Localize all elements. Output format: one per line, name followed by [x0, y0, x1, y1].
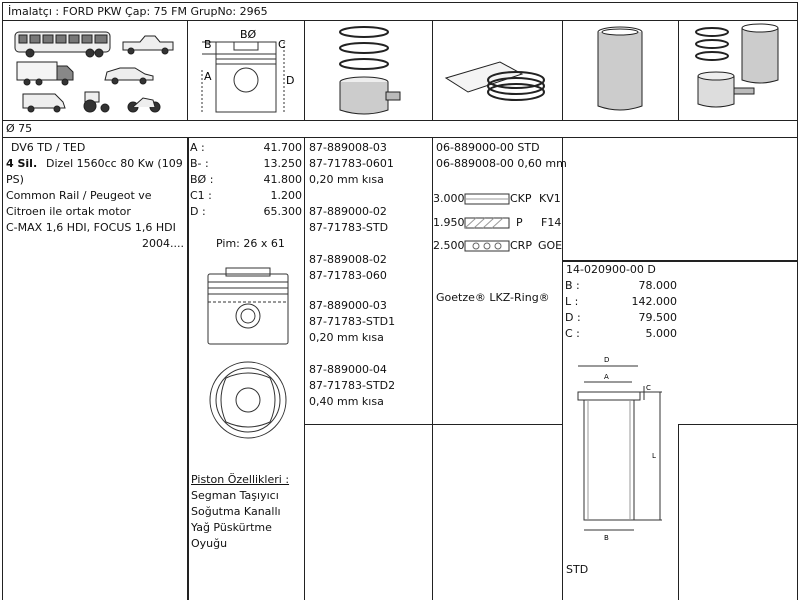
dim-key: A : — [190, 141, 205, 154]
liner-dim-row — [565, 310, 677, 326]
vehicle-model: DV6 TD / TED — [11, 141, 86, 154]
vehicle-note-2: Citroen ile ortak motor — [6, 205, 131, 218]
piston-oe-number: 87-71783-STD1 — [309, 315, 396, 328]
liner-dim-row — [565, 326, 677, 342]
piston-schematic — [192, 22, 302, 118]
dim-value: 1.200 — [270, 189, 302, 202]
van-icon — [23, 94, 65, 112]
rule-section — [2, 137, 798, 138]
piston-part-number: 87-889000-04 — [309, 363, 387, 376]
ring-type: P — [516, 216, 523, 229]
col-lower-3 — [432, 138, 433, 600]
dim-key: BØ : — [190, 173, 214, 186]
liner-dim-value: 142.000 — [631, 295, 677, 308]
liner-dim-key: D : — [565, 311, 581, 324]
liner-label-d: D — [604, 356, 610, 364]
liner-label-c: C — [646, 384, 651, 392]
car-icon — [105, 68, 153, 84]
pin-size: Pim: 26 x 61 — [216, 237, 285, 250]
liner-label-l: L — [652, 452, 656, 460]
dim-value: 65.300 — [263, 205, 302, 218]
vehicle-ps: PS) — [6, 173, 24, 186]
piston-oe-number: 87-71783-STD2 — [309, 379, 396, 392]
piston-feature-4: Oyuğu — [191, 537, 228, 550]
piston-side-drawing — [198, 266, 298, 356]
dim-row — [190, 156, 302, 172]
truck-icon — [17, 62, 73, 85]
label-a: A — [204, 70, 212, 83]
tractor-icon — [84, 92, 109, 112]
piston-feature-2: Soğutma Kanallı — [191, 505, 281, 518]
liner-dim-row — [565, 294, 677, 310]
col-div-3 — [432, 20, 433, 120]
piston-note: 0,20 mm kısa — [309, 173, 384, 186]
section-label: Ø 75 — [6, 122, 33, 135]
label-b: B — [204, 38, 212, 51]
label-c: C — [278, 38, 286, 51]
col-lower-5 — [678, 424, 679, 600]
dim-value: 41.800 — [263, 173, 302, 186]
label-bo: BØ — [240, 28, 257, 41]
col-lower-4 — [562, 138, 563, 600]
piston-rings-image — [310, 22, 430, 118]
ring-profile-icon — [464, 240, 510, 252]
ring-profile-icon — [464, 217, 510, 229]
rule-lower-a — [304, 424, 562, 425]
kit-image — [682, 22, 798, 118]
ring-width: 2.500 — [433, 239, 465, 252]
col-div-4 — [562, 20, 563, 120]
ring-code: KV1 — [539, 192, 561, 205]
ring-code-std: 06-889000-00 STD — [436, 141, 540, 154]
liner-drawing — [566, 352, 676, 542]
piston-feature-1: Segman Taşıyıcı — [191, 489, 279, 502]
vehicle-icons — [5, 22, 185, 118]
vehicle-engine: Dizel 1560cc 80 Kw (109 — [46, 157, 183, 170]
liner-dim-key: C : — [565, 327, 580, 340]
piston-part-number: 87-889000-03 — [309, 299, 387, 312]
piston-part-number: 87-889008-02 — [309, 253, 387, 266]
ring-profile-icon — [464, 193, 510, 205]
piston-oe-number: 87-71783-060 — [309, 269, 387, 282]
liner-label-b: B — [604, 534, 609, 542]
ring-type: CKP — [510, 192, 532, 205]
vehicle-note-3: C-MAX 1,6 HDI, FOCUS 1,6 HDI — [6, 221, 176, 234]
col-div-2 — [304, 20, 305, 120]
piston-part-number: 87-889008-03 — [309, 141, 387, 154]
piston-oe-number: 87-71783-STD — [309, 221, 389, 234]
ring-width: 1.950 — [433, 216, 465, 229]
ring-code: GOE — [538, 239, 563, 252]
vehicle-cylinders: 4 Sil. — [6, 157, 38, 170]
col-div-1 — [187, 20, 188, 120]
vehicle-note-1: Common Rail / Peugeot ve — [6, 189, 152, 202]
liner-dim-value: 5.000 — [645, 327, 677, 340]
rule-top — [2, 2, 798, 3]
ring-set-image — [436, 22, 560, 118]
ring-brand: Goetze® LKZ-Ring® — [436, 291, 550, 304]
col-div-5 — [678, 20, 679, 120]
rule-lower-c — [678, 424, 798, 425]
piston-feature-3: Yağ Püskürtme — [191, 521, 272, 534]
liner-dim-key: B : — [565, 279, 580, 292]
liner-dim-key: L : — [565, 295, 579, 308]
dim-key: D : — [190, 205, 206, 218]
liner-image — [566, 22, 676, 118]
vehicle-year: 2004.... — [142, 237, 184, 250]
ring-code: F14 — [541, 216, 562, 229]
col-lower-2 — [304, 138, 305, 600]
dim-key: C1 : — [190, 189, 212, 202]
dim-key: B- : — [190, 157, 209, 170]
motorcycle-icon — [128, 98, 160, 112]
dim-row — [190, 140, 302, 156]
piston-features-title: Piston Özellikleri : — [191, 473, 290, 486]
liner-label-a: A — [604, 373, 609, 381]
piston-part-number: 87-889000-02 — [309, 205, 387, 218]
piston-oe-number: 87-71783-0601 — [309, 157, 394, 170]
liner-dim-row — [565, 278, 677, 294]
rule-images — [2, 120, 798, 121]
liner-std: STD — [566, 563, 589, 576]
pickup-icon — [123, 36, 173, 54]
ring-code-oversize: 06-889008-00 0,60 mm — [436, 157, 567, 170]
ring-type: CRP — [510, 239, 532, 252]
dim-value: 41.700 — [263, 141, 302, 154]
dim-value: 13.250 — [263, 157, 302, 170]
dim-row — [190, 172, 302, 188]
piston-note: 0,40 mm kısa — [309, 395, 384, 408]
rule-left — [2, 2, 3, 600]
dim-row — [190, 188, 302, 204]
bus-icon — [15, 32, 110, 57]
liner-dim-value: 79.500 — [638, 311, 677, 324]
label-d: D — [286, 74, 295, 87]
piston-note: 0,20 mm kısa — [309, 331, 384, 344]
dim-row — [190, 204, 302, 220]
ring-width: 3.000 — [433, 192, 465, 205]
col-lower-1 — [187, 138, 189, 600]
liner-code: 14-020900-00 D — [566, 263, 656, 276]
piston-top-view — [204, 356, 294, 446]
liner-dim-value: 78.000 — [638, 279, 677, 292]
header-title: İmalatçı : FORD PKW Çap: 75 FM GrupNo: 2965 — [8, 5, 268, 18]
